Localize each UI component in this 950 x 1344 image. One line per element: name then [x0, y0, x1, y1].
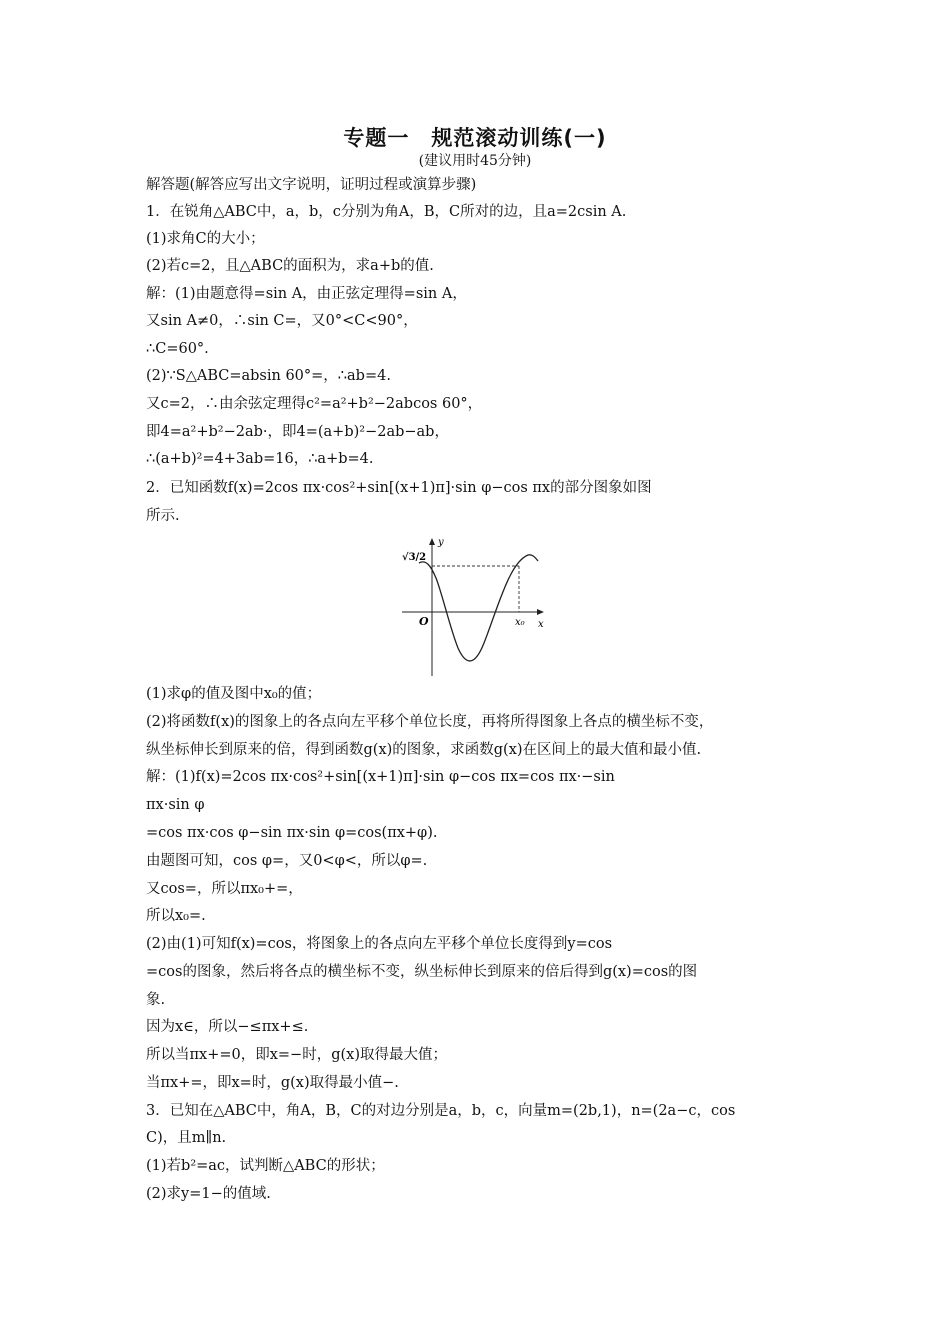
text-line: πx·sin φ: [146, 797, 205, 813]
text-line: =cos的图象，然后将各点的横坐标不变，纵坐标伸长到原来的倍后得到g(x)=cos的图: [146, 964, 698, 980]
page-title: 专题一 规范滚动训练(一): [343, 126, 607, 150]
text-line: 又c=2，∴由余弦定理得c²=a²+b²−2abcos 60°，: [146, 396, 483, 412]
text-line: (2)由(1)可知f(x)=cos，将图象上的各点向左平移个单位长度得到y=cos: [146, 936, 613, 952]
text-line: C)，且m∥n.: [146, 1130, 227, 1146]
text-line: (1)求φ的值及图中x₀的值；: [146, 686, 322, 702]
text-line: 所以x₀=.: [146, 908, 206, 924]
text-line: (2)将函数f(x)的图象上的各点向左平移个单位长度，再将所得图象上各点的横坐标不变，: [146, 714, 714, 730]
text-line: =cos πx·cos φ−sin πx·sin φ=cos(πx+φ).: [146, 825, 438, 841]
text-line: 2．已知函数f(x)=2cos πx·cos²+sin[(x+1)π]·sin φ−cos πx的部分图象如图: [146, 480, 652, 496]
text-line: (2)∵S△ABC=absin 60°=，∴ab=4.: [146, 368, 391, 384]
x-axis-arrow: [537, 609, 544, 615]
text-line: 所示.: [146, 508, 180, 524]
text-line: 由题图可知，cos φ=，又0<φ<，所以φ=.: [146, 853, 428, 869]
sine-curve: [419, 555, 538, 661]
text-line: 解：(1)由题意得=sin A，由正弦定理得=sin A，: [146, 286, 467, 302]
text-line: 因为x∈，所以−≤πx+≤.: [146, 1019, 309, 1035]
text-line: (2)求y=1−的值域.: [146, 1186, 271, 1202]
text-line: 又cos=，所以πx₀+=，: [146, 881, 303, 897]
text-line: 象.: [146, 992, 166, 1008]
y-tick-label: √3/2: [402, 552, 427, 563]
text-line: ∴(a+b)²=4+3ab=16，∴a+b=4.: [146, 451, 374, 467]
text-line: 3．已知在△ABC中，角A，B，C的对边分别是a，b，c，向量m=(2b,1)，n=(2a−c，cos: [146, 1103, 736, 1119]
text-line: 当πx+=，即x=时，g(x)取得最小值−.: [146, 1075, 399, 1091]
origin-label: O: [419, 615, 429, 628]
text-line: (1)若b²=ac，试判断△ABC的形状；: [146, 1158, 385, 1174]
y-axis-label: y: [438, 537, 444, 548]
page-subtitle: (建议用时45分钟): [418, 153, 532, 169]
x-axis-label: x: [538, 619, 544, 630]
text-line: 又sin A≠0，∴sin C=，又0°<C<90°，: [146, 313, 418, 329]
text-line: 解：(1)f(x)=2cos πx·cos²+sin[(x+1)π]·sin φ−cos πx=cos πx·−sin: [146, 769, 615, 785]
text-line: 纵坐标伸长到原来的倍，得到函数g(x)的图象，求函数g(x)在区间上的最大值和最小值.: [146, 742, 702, 758]
y-axis-arrow: [429, 538, 435, 545]
x0-label: x₀: [515, 617, 525, 628]
text-line: (2)若c=2，且△ABC的面积为，求a+b的值.: [146, 258, 434, 274]
text-line: 即4=a²+b²−2ab·，即4=(a+b)²−2ab−ab，: [146, 424, 449, 440]
text-line: 所以当πx+=0，即x=−时，g(x)取得最大值；: [146, 1047, 447, 1063]
text-line: 解答题(解答应写出文字说明，证明过程或演算步骤): [146, 177, 477, 193]
graph-svg: [398, 533, 548, 678]
text-line: ∴C=60°.: [146, 341, 209, 357]
text-line: 1．在锐角△ABC中，a，b，c分别为角A，B，C所对的边，且a=2csin A.: [146, 204, 627, 220]
text-line: (1)求角C的大小；: [146, 231, 265, 247]
function-graph: [398, 533, 548, 678]
